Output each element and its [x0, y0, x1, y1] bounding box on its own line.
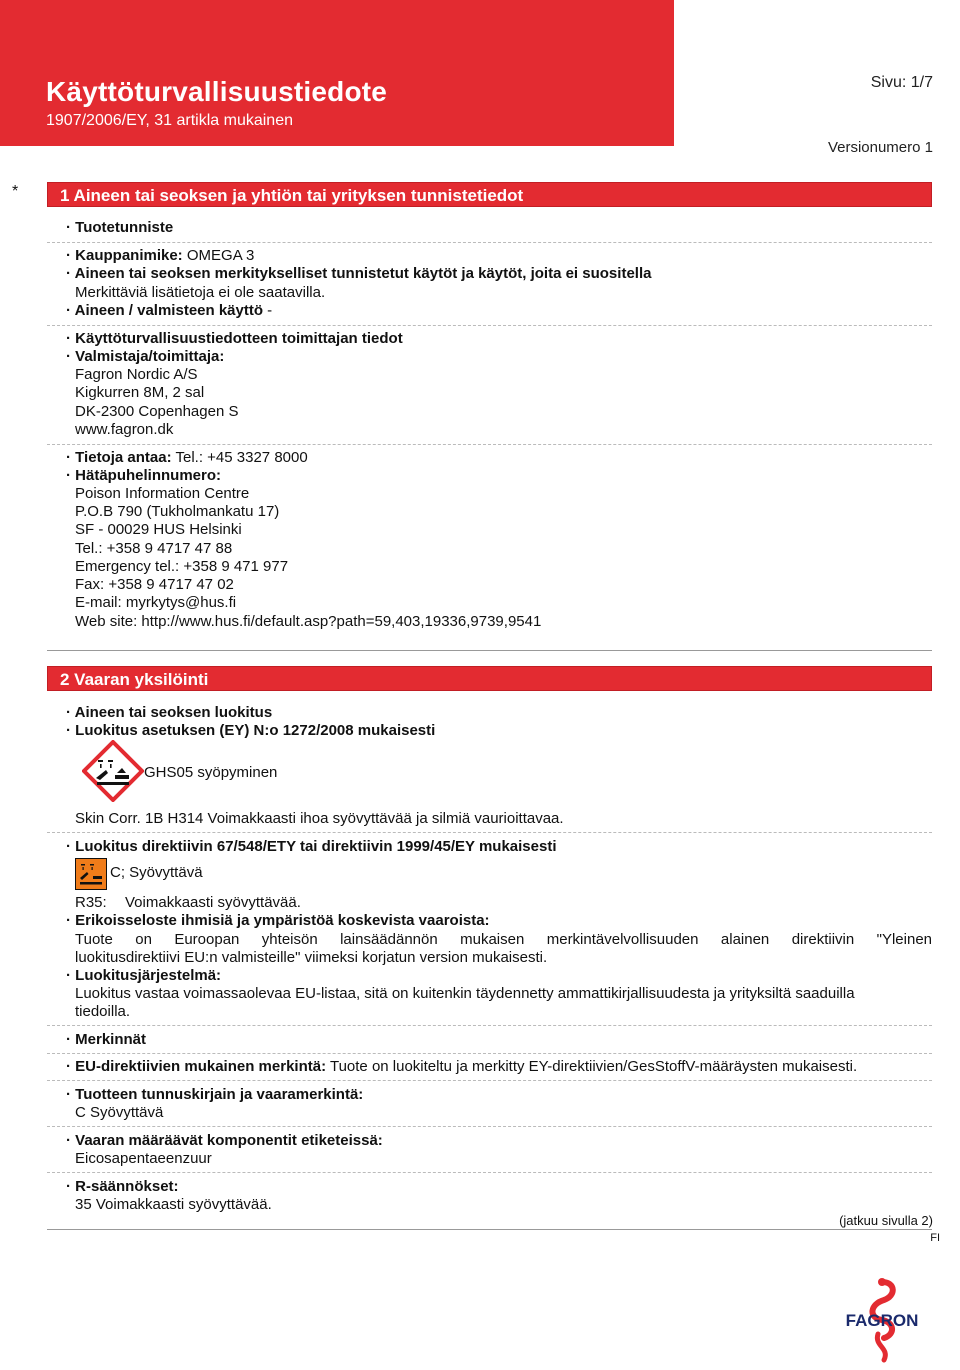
- version-number: Versionumero 1: [827, 139, 933, 156]
- address-line: Fagron Nordic A/S: [75, 366, 198, 383]
- labels-heading: · Merkinnät: [66, 1031, 147, 1048]
- product-identifier: · Tuotetunniste: [66, 219, 174, 236]
- r-phrases-label: · R-säännökset:: [66, 1178, 179, 1195]
- eu-labelling: [66, 1058, 857, 1076]
- logo-text: FAGRON: [845, 1311, 919, 1330]
- info-value: Tel.: +45 3327 8000: [171, 449, 308, 466]
- uses-label: · Aineen tai seoksen merkitykselliset tunnistetut käytöt ja käytöt, joita ei suositella: [66, 265, 652, 282]
- continued-note: (jatkuu sivulla 2): [839, 1213, 933, 1228]
- language-code: FI: [930, 1232, 940, 1244]
- section-2-heading: 2 Vaaran yksilöinti: [47, 666, 932, 691]
- special-line: luokitusdirektiivi EU:n valmisteille" viimeksi korjatun version mukaisesti.: [75, 949, 548, 966]
- trade-name-value: OMEGA 3: [182, 247, 255, 264]
- components-label: · Vaaran määräävät komponentit etiketeissä:: [66, 1132, 383, 1149]
- system-line: tiedoilla.: [75, 1003, 131, 1020]
- substance-use: [66, 302, 272, 320]
- code-value: C Syövyttävä: [75, 1104, 164, 1121]
- page-number: Sivu: 1/7: [870, 74, 933, 91]
- print-date: Painatuspäivämäärä 11.01.2013: [718, 102, 933, 119]
- eu-label: · EU-direktiivien mukainen merkintä:: [66, 1058, 327, 1075]
- trade-name: [66, 247, 254, 265]
- info-contact: [66, 449, 308, 467]
- emergency-line: Emergency tel.: +358 9 471 977: [75, 558, 289, 575]
- substance-use-value: -: [263, 302, 273, 319]
- supplier-details: · Käyttöturvallisuustiedotteen toimittajan tiedot: [66, 330, 403, 347]
- c-label: C; Syövyttävä: [110, 864, 203, 881]
- address-line: DK-2300 Copenhagen S: [75, 403, 239, 420]
- r-phrases-value: 35 Voimakkaasti syövyttävää.: [75, 1196, 272, 1213]
- system-label: · Luokitusjärjestelmä:: [66, 967, 222, 984]
- emergency-line: Tel.: +358 9 4717 47 88: [75, 540, 233, 557]
- separator: [47, 1053, 932, 1054]
- special-label: · Erikoisseloste ihmisiä ja ympäristöä koskevista vaaroista:: [66, 912, 490, 929]
- separator: [47, 1126, 932, 1127]
- web-link[interactable]: Web site: http://www.hus.fi/default.asp?path=59,403,19336,9739,9541: [75, 613, 542, 630]
- manufacturer-label: · Valmistaja/toimittaja:: [66, 348, 225, 365]
- eu-value: Tuote on luokiteltu ja merkitty EY-direktiivien/GesStoffV-määräysten mukaisesti.: [326, 1058, 858, 1075]
- email-link[interactable]: E-mail: myrkytys@hus.fi: [75, 594, 237, 611]
- uses-value: Merkittäviä lisätietoja ei ole saatavilla.: [75, 284, 326, 301]
- emergency-line: Fax: +358 9 4717 47 02: [75, 576, 234, 593]
- r35-code: R35:: [75, 894, 107, 911]
- substance-use-label: · Aineen / valmisteen käyttö: [66, 302, 264, 319]
- code-label: · Tuotteen tunnuskirjain ja vaaramerkintä:: [66, 1086, 364, 1103]
- document-title: Käyttöturvallisuustiedote: [46, 76, 388, 107]
- dsd-label: · Luokitus direktiivin 67/548/ETY tai direktiivin 1999/45/EY mukaisesti: [66, 838, 557, 855]
- separator: [47, 325, 932, 326]
- separator: [47, 1172, 932, 1173]
- emergency-line: SF - 00029 HUS Helsinki: [75, 521, 242, 538]
- info-label: · Tietoja antaa:: [66, 449, 172, 466]
- fagron-logo: [834, 1276, 930, 1366]
- classification-label: · Aineen tai seoksen luokitus: [66, 704, 273, 721]
- trade-name-label: · Kauppanimike:: [66, 247, 183, 264]
- special-line: Tuote on Euroopan yhteisön lainsäädännön mukaisen merkintävelvollisuuden alainen direktiivin "Yleinen: [75, 931, 932, 948]
- separator: [47, 1080, 932, 1081]
- ghs05-corrosion-icon: [82, 740, 144, 802]
- components-value: Eicosapentaeenzuur: [75, 1150, 212, 1167]
- separator: [47, 444, 932, 445]
- emergency-label: · Hätäpuhelinnumero:: [66, 467, 222, 484]
- r35-text: Voimakkaasti syövyttävää.: [125, 894, 301, 911]
- emergency-line: P.O.B 790 (Tukholmankatu 17): [75, 503, 280, 520]
- footer-divider: [47, 1229, 932, 1230]
- separator: [47, 1025, 932, 1026]
- separator: [47, 832, 932, 833]
- document-subtitle: 1907/2006/EY, 31 artikla mukainen: [46, 112, 293, 129]
- corrosive-c-icon: [75, 858, 107, 890]
- section-1-heading: 1 Aineen tai seoksen ja yhtiön tai yrityksen tunnistetiedot: [47, 182, 932, 207]
- separator: [47, 242, 932, 243]
- website-link[interactable]: www.fagron.dk: [75, 421, 174, 438]
- ghs-label: GHS05 syöpyminen: [144, 764, 278, 781]
- section-divider: [47, 650, 932, 651]
- skin-corr-statement: Skin Corr. 1B H314 Voimakkaasti ihoa syövyttävää ja silmiä vaurioittavaa.: [75, 810, 564, 827]
- system-line: Luokitus vastaa voimassaolevaa EU-listaa, sitä on kuitenkin täydennetty ammattikirjallisuudesta ja yrityksiltä saaduilla: [75, 985, 855, 1002]
- address-line: Kigkurren 8M, 2 sal: [75, 384, 205, 401]
- revision-mark: *: [12, 183, 19, 200]
- emergency-line: Poison Information Centre: [75, 485, 250, 502]
- clp-label: · Luokitus asetuksen (EY) N:o 1272/2008 mukaisesti: [66, 722, 436, 739]
- revision-date: Tarkistus: 11.01.2013: [791, 121, 933, 138]
